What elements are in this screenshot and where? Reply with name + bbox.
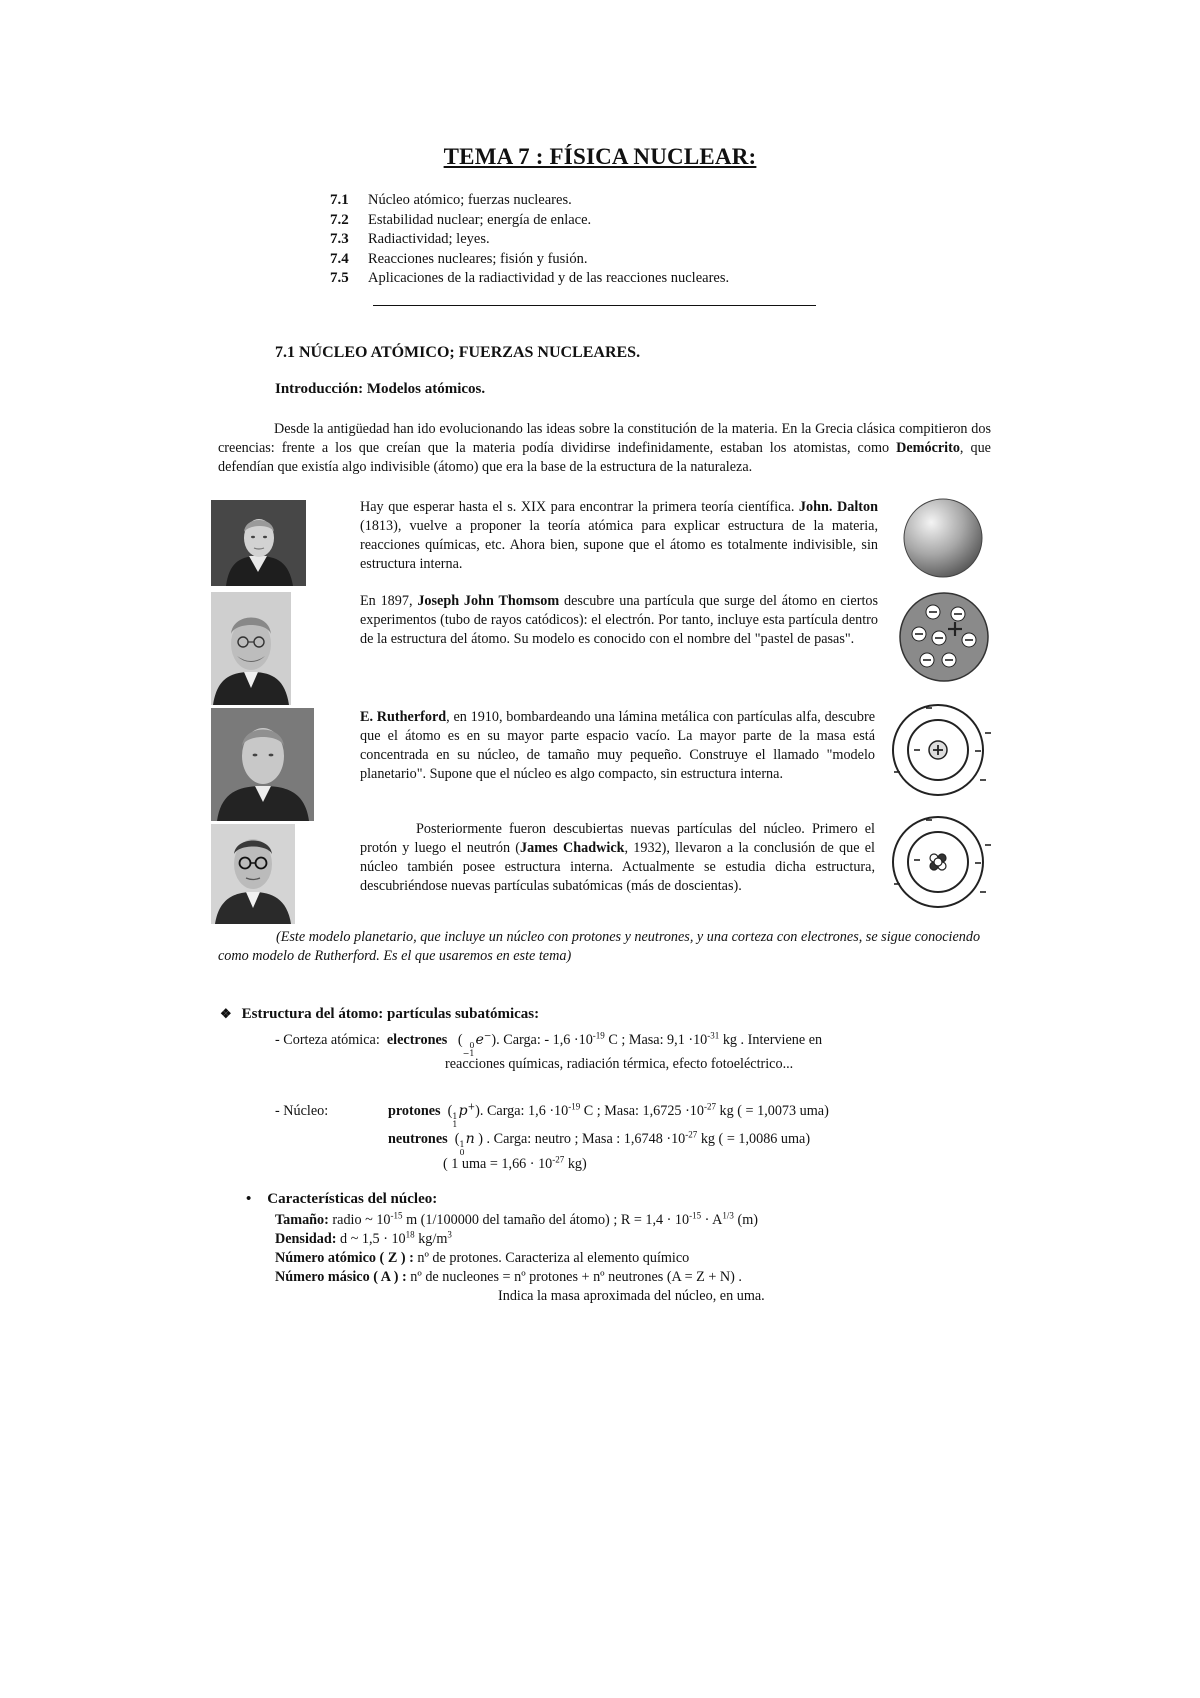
- thomson-paragraph: En 1897, Joseph John Thomsom descubre una partícula que surge del átomo en ciertos experimentos (tubo de rayos catódicos): el electrón. Por tanto, incluye esta partícula dentro de la estructura del átomo. Su modelo es conocido con el nombre del "pastel de pasas".: [360, 593, 879, 647]
- neutron-line: neutrones ( 1 0 n ) . Carga: neutro ; Masa : $1,6748 \cdot 10^{-27}$ kg ( = 1,0086 uma): [388, 1129, 811, 1157]
- diamond-bullet-icon: ❖: [220, 1006, 232, 1021]
- dalton-paragraph: Hay que esperar hasta el s. XIX para encontrar la primera teoría científica. John. Dalton (1813), vuelve a proponer la teoría atómica para explicar estructura de la materia, reacciones químicas, etc. Ahora bien, supone que el átomo es totalmente indivisible, sin estructura interna.: [360, 499, 878, 572]
- rutherford-portrait: [211, 708, 314, 821]
- nucleus-heading: • Características del núcleo:: [246, 1191, 438, 1207]
- thomson-plum-pudding-diagram: [897, 590, 991, 689]
- electron-line-cont: reacciones químicas, radiación térmica, efecto fotoeléctrico...: [445, 1056, 794, 1072]
- chadwick-atom-diagram: [888, 812, 998, 917]
- intro-paragraph: Desde la antigüedad han ido evolucionando las ideas sobre la constitución de la materia. En la Grecia clásica compitieron dos creencias: frente a los que creían que la materia podía dividirse indefinidamente, estaban los atomistas, como Demócrito, que defendían que existía algo indivisible (átomo) que era la base de la estructura de la naturaleza.: [218, 421, 991, 475]
- toc-item: 7.2 Estabilidad nuclear; energía de enlace.: [330, 211, 592, 228]
- density-line: Densidad: d ~ $1,5 \cdot 10^{18}$ $kg/m^3$: [275, 1229, 452, 1247]
- section-subheading: Introducción: Modelos atómicos.: [275, 381, 486, 397]
- chadwick-portrait: [211, 824, 295, 924]
- section-heading: 7.1 NÚCLEO ATÓMICO; FUERZAS NUCLEARES.: [275, 344, 641, 361]
- bullet-icon: •: [246, 1191, 252, 1207]
- model-note: (Este modelo planetario, que incluye un núcleo con protones y neutrones, y una corteza con electrones, se sigue conociendo como modelo de Rutherford. Es el que usaremos en este tema): [218, 929, 981, 964]
- toc-item: 7.3 Radiactividad; leyes.: [330, 231, 490, 247]
- atomic-number-line: Número atómico ( Z ) : nº de protones. Caracteriza al elemento químico: [275, 1250, 690, 1266]
- table-of-contents: [330, 191, 729, 289]
- electron-line: - Corteza atómica: electrones ( 0 −1 e−). Carga: - $1,6 \cdot 10^{-19}$ C ; Masa: $9,1 \cdot 10^{-31}$ kg . Interviene en: [275, 1030, 823, 1058]
- structure-heading: ❖ Estructura del átomo: partículas subatómicas:: [220, 1006, 540, 1022]
- toc-item: 7.4 Reacciones nucleares; fisión y fusión.: [330, 250, 588, 267]
- toc-item: 7.5 Aplicaciones de la radiactividad y de las reacciones nucleares.: [330, 270, 730, 286]
- mass-number-line: Número másico ( A ) : nº de nucleones = nº protones + nº neutrones (A = Z + N) .: [275, 1269, 742, 1285]
- mass-number-line-cont: Indica la masa aproximada del núcleo, en uma.: [498, 1288, 765, 1304]
- page-title: TEMA 7 : FÍSICA NUCLEAR:: [443, 144, 757, 169]
- divider: [373, 305, 816, 306]
- rutherford-paragraph: E. Rutherford, en 1910, bombardeando una lámina metálica con partículas alfa, descubre que el átomo es en su mayor parte espacio vacío. La mayor parte de la masa está concentrada en su núcleo, de tamaño muy pequeño. Construye el llamado "modelo planetario". Supone que el núcleo es algo compacto, sin estructura interna.: [360, 709, 875, 782]
- dalton-sphere-diagram: [902, 497, 984, 584]
- proton-line: - Núcleo: protones ( 1 1 p+). Carga: $1,6 \cdot 10^{-19}$ C ; Masa: $1,6725 \cdot 10^{-27}$ kg ( = 1,0073 uma): [275, 1101, 829, 1129]
- dalton-portrait: [211, 500, 306, 586]
- size-line: Tamaño: radio ~ $10^{-15}$ m (1/100000 del tamaño del átomo) ; $R = 1,4 \cdot 10^{-15} \cdot A^{1/3}$ (m): [275, 1210, 758, 1228]
- chadwick-paragraph: Posteriormente fueron descubiertas nuevas partículas del núcleo. Primero el protón y luego el neutrón (James Chadwick, 1932), llevaron a la conclusión de que el núcleo también posee estructura interna. Actualmente se estudia dicha estructura, descubriéndose nuevas partículas subatómicas (más de doscientas).: [360, 821, 875, 894]
- toc-item: 7.1 Núcleo atómico; fuerzas nucleares.: [330, 192, 572, 208]
- rutherford-planetary-diagram: [888, 700, 998, 805]
- uma-line: ( 1 uma = $1,66 \cdot 10^{-27}$ kg): [443, 1154, 587, 1172]
- thomson-portrait: [211, 592, 291, 705]
